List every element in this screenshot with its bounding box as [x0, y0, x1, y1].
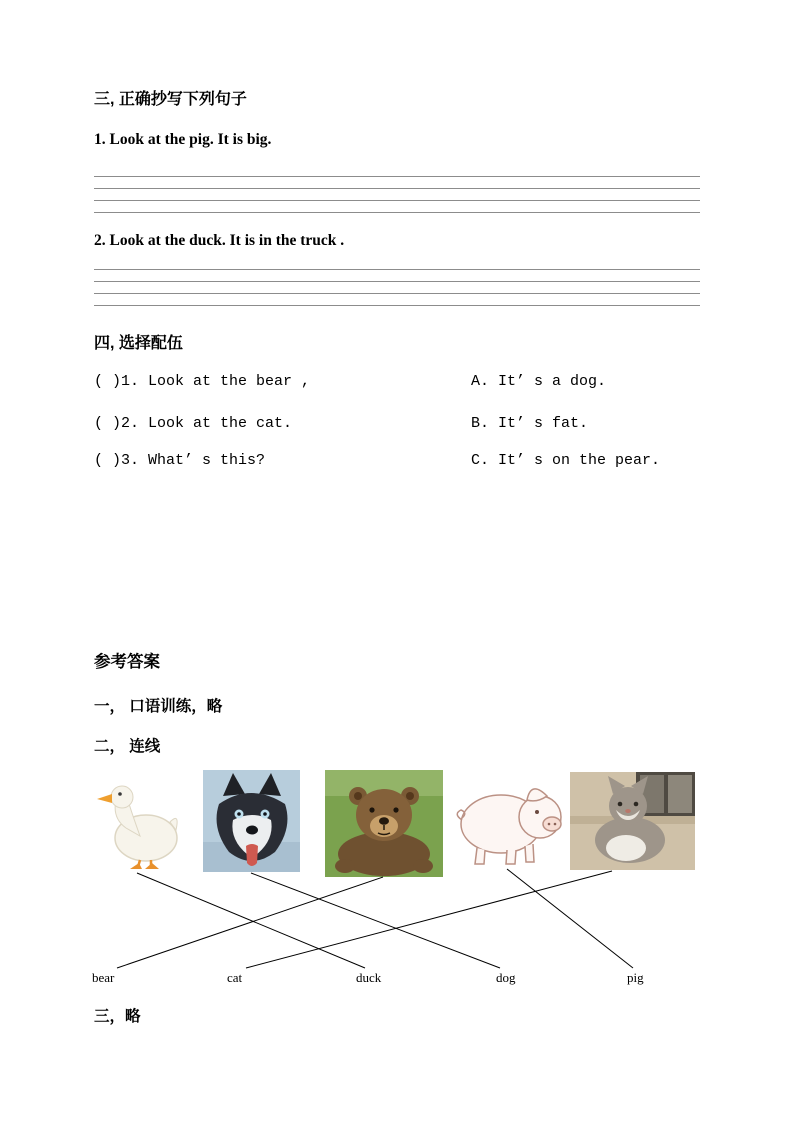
answer-key-heading: 参考答案: [94, 653, 160, 671]
writing-lines-group-1: [94, 165, 700, 213]
writing-line: [94, 282, 700, 294]
pig-image: [455, 772, 565, 870]
writing-line: [94, 258, 700, 270]
match-row-1: [94, 373, 734, 390]
cat-photo: [570, 772, 695, 870]
match-question-1: ( )1. Look at the bear ,: [94, 373, 311, 390]
copy-section-heading: 三, 正确抄写下列句子: [94, 91, 247, 108]
match-question-3: ( )3. What’ s this?: [94, 452, 266, 469]
husky-dog-image: [203, 770, 300, 872]
writing-line: [94, 270, 700, 282]
match-word-pig: pig: [627, 970, 644, 985]
match-word-duck: duck: [356, 970, 382, 985]
match-section-heading: 四, 选择配伍: [94, 335, 183, 352]
answer-item-oral: 一， 口语训练，略: [94, 698, 223, 715]
match-row-2: [94, 415, 734, 432]
answer-item-copy: 三，略: [94, 1008, 141, 1025]
match-answer-c: C. It’ s on the pear.: [471, 452, 661, 469]
writing-line: [94, 177, 700, 189]
writing-line: [94, 165, 700, 177]
match-answer-b: B. It’ s fat.: [471, 415, 589, 432]
copy-sentence-2: 2. Look at the duck. It is in the truck .: [94, 232, 345, 249]
match-word-cat: cat: [227, 970, 243, 985]
writing-line: [94, 294, 700, 306]
bear-image: [325, 770, 443, 877]
writing-lines-group-2: [94, 258, 700, 306]
copy-sentence-1: 1. Look at the pig. It is big.: [94, 131, 272, 148]
writing-line: [94, 189, 700, 201]
answer-item-match: 二， 连线: [94, 738, 161, 755]
duck-photo: [96, 778, 184, 870]
match-word-bear: bear: [92, 970, 115, 985]
match-row-3: [94, 452, 734, 469]
cat-image: [570, 772, 695, 870]
husky-photo: [203, 770, 300, 872]
bear-photo: [325, 770, 443, 877]
match-question-2: ( )2. Look at the cat.: [94, 415, 293, 432]
writing-line: [94, 201, 700, 213]
match-answer-a: A. It’ s a dog.: [471, 373, 607, 390]
pig-drawing: [455, 772, 565, 870]
duck-image: [96, 778, 184, 870]
match-word-dog: dog: [496, 970, 516, 985]
